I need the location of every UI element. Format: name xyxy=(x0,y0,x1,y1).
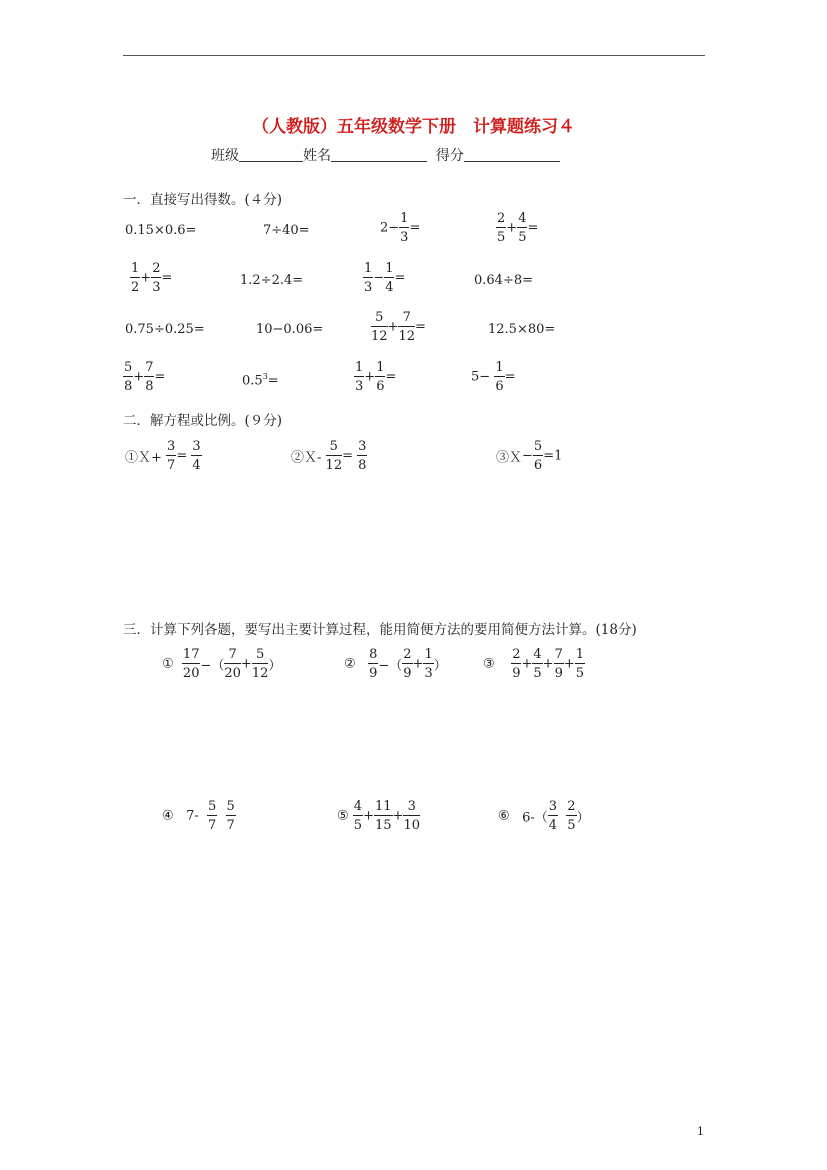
numerator: 3 xyxy=(548,799,558,814)
numerator: 5 xyxy=(252,648,269,664)
expr-text: + xyxy=(364,369,376,385)
score-label: 得分 xyxy=(435,148,464,164)
denominator: 5 xyxy=(575,666,585,681)
fraction xyxy=(182,648,201,680)
fraction xyxy=(326,440,343,472)
expr-text: 5− xyxy=(471,369,491,385)
fraction xyxy=(496,212,506,244)
fraction xyxy=(511,648,521,680)
expr-text: = xyxy=(342,448,353,464)
expr-text: = xyxy=(527,220,539,236)
numerator: 2 xyxy=(152,261,161,276)
denominator: 5 xyxy=(497,230,506,245)
denominator: 5 xyxy=(353,818,363,833)
problem-1c xyxy=(380,212,420,244)
fraction xyxy=(554,648,564,680)
fraction xyxy=(398,311,415,343)
denominator: 2 xyxy=(131,280,140,295)
class-blank[interactable] xyxy=(239,147,303,162)
expr-text: + xyxy=(412,656,424,672)
numerator: 2 xyxy=(567,799,576,814)
expr-text: − xyxy=(522,448,533,464)
expr-text: + xyxy=(387,319,399,335)
fraction xyxy=(548,800,558,832)
numerator: 5 xyxy=(371,311,388,327)
expr-text: −（ xyxy=(200,658,225,674)
fraction xyxy=(402,648,412,680)
fraction xyxy=(368,648,378,680)
expr-text: 0.5 xyxy=(242,373,263,389)
numerator: 1 xyxy=(355,360,364,375)
expr-text: + xyxy=(542,656,554,672)
denominator: 9 xyxy=(554,666,563,681)
problem-1o xyxy=(354,361,396,393)
expr-text: ③Ｘ xyxy=(496,450,523,466)
equation-2 xyxy=(291,440,367,472)
fraction xyxy=(353,800,363,832)
fraction xyxy=(226,800,236,832)
fraction xyxy=(357,440,367,472)
denominator: 3 xyxy=(355,379,364,394)
expr-text: −（ xyxy=(378,658,403,674)
expr-text: + xyxy=(133,369,145,385)
denominator: 3 xyxy=(424,666,433,681)
fraction xyxy=(399,212,409,244)
numerator: 17 xyxy=(182,647,200,662)
expr-text: ② xyxy=(344,656,356,672)
fraction xyxy=(224,648,241,680)
section1-title: 一．直接写出得数。(４分) xyxy=(123,192,283,208)
numerator: 3 xyxy=(192,439,201,454)
numerator: 4 xyxy=(518,211,527,226)
section3-title: 三．计算下列各题，要写出主要计算过程，能用简便方法的要用简便方法计算。(18分) xyxy=(123,622,637,638)
numerator: 4 xyxy=(353,799,363,814)
score-blank[interactable] xyxy=(464,147,560,162)
denominator: 8 xyxy=(358,458,367,473)
header-rule xyxy=(123,55,705,56)
equation-1 xyxy=(125,440,202,472)
fraction xyxy=(144,361,154,393)
fraction xyxy=(151,262,161,294)
fraction xyxy=(166,440,176,472)
fraction xyxy=(191,440,201,472)
expr-text: + xyxy=(521,656,533,672)
calc-6 xyxy=(498,800,590,832)
fraction xyxy=(533,440,543,472)
numerator: 5 xyxy=(124,360,133,375)
denominator: 15 xyxy=(374,818,392,833)
numerator: 1 xyxy=(400,211,409,226)
fraction xyxy=(374,800,393,832)
fraction xyxy=(566,800,576,832)
denominator: 4 xyxy=(192,458,201,473)
expr-text: ⑥ xyxy=(498,808,510,824)
page-title: （人教版）五年级数学下册 计算题练习４ xyxy=(252,117,575,137)
numerator: 5 xyxy=(226,799,235,814)
name-blank[interactable] xyxy=(331,147,427,162)
numerator: 7 xyxy=(145,360,154,375)
expr-text: − xyxy=(373,270,385,286)
expr-text: = xyxy=(154,369,166,385)
problem-1d xyxy=(496,212,538,244)
problem-1a: 0.15×0.6= xyxy=(125,223,197,238)
denominator: 9 xyxy=(403,666,412,681)
denominator: 6 xyxy=(376,379,385,394)
fraction xyxy=(532,648,542,680)
problem-1p xyxy=(471,361,516,393)
fraction xyxy=(252,648,269,680)
fraction xyxy=(403,800,420,832)
expr-text: = xyxy=(409,220,421,236)
fraction xyxy=(371,311,388,343)
denominator: 4 xyxy=(548,818,558,833)
numerator: 3 xyxy=(167,439,176,454)
numerator: 8 xyxy=(369,647,378,662)
fraction xyxy=(375,361,385,393)
numerator: 4 xyxy=(533,647,542,662)
expr-text: + xyxy=(363,808,374,824)
expr-text: ③ xyxy=(483,656,495,672)
calc-3 xyxy=(483,648,585,680)
denominator: 12 xyxy=(325,458,343,473)
expr-text: = xyxy=(161,270,173,286)
page-number: 1 xyxy=(697,1125,704,1138)
fraction xyxy=(363,262,373,294)
calc-1 xyxy=(162,648,281,680)
fraction xyxy=(123,361,133,393)
problem-1j: 10−0.06= xyxy=(256,322,324,337)
numerator: 3 xyxy=(358,439,367,454)
expr-text: =1 xyxy=(543,448,563,464)
denominator: 12 xyxy=(251,666,269,681)
problem-1l: 12.5×80= xyxy=(488,322,556,337)
expr-text: ④ xyxy=(162,808,174,824)
expr-text: ②Ｘ- xyxy=(291,450,322,466)
numerator: 1 xyxy=(364,261,373,276)
numerator: 1 xyxy=(385,261,394,276)
denominator: 7 xyxy=(167,458,176,473)
numerator: 2 xyxy=(497,211,506,226)
section2-title: 二．解方程或比例。(９分) xyxy=(123,413,283,429)
denominator: 3 xyxy=(152,280,161,295)
numerator: 7 xyxy=(398,311,415,327)
fraction xyxy=(207,800,217,832)
expr-text: = xyxy=(415,319,426,335)
denominator: 7 xyxy=(208,818,217,833)
expr-text: = xyxy=(504,369,516,385)
problem-1n xyxy=(242,372,279,388)
numerator: 3 xyxy=(403,800,420,816)
expr-text: ⑤ xyxy=(337,808,349,824)
problem-1b: 7÷40= xyxy=(263,223,310,238)
expr-text: + xyxy=(392,808,404,824)
denominator: 6 xyxy=(533,458,543,473)
denominator: 12 xyxy=(398,329,415,344)
expr-text: ①Ｘ+ xyxy=(125,450,162,466)
problem-1h: 0.64÷8= xyxy=(474,273,534,288)
denominator: 5 xyxy=(533,666,542,681)
numerator: 1 xyxy=(424,647,433,662)
expr-text: + xyxy=(140,270,152,286)
expr-text: + xyxy=(506,220,518,236)
name-label: 姓名 xyxy=(303,148,331,164)
calc-4 xyxy=(162,800,236,832)
fraction xyxy=(494,361,504,393)
denominator: 4 xyxy=(385,280,394,295)
denominator: 10 xyxy=(403,818,420,833)
numerator: 5 xyxy=(326,440,343,456)
expr-text: 6-（ xyxy=(522,810,548,826)
expr-text: = xyxy=(267,373,279,389)
expr-text: = xyxy=(176,448,188,464)
student-info xyxy=(211,145,560,165)
expr-text: + xyxy=(240,656,252,672)
fraction xyxy=(354,361,364,393)
numerator: 1 xyxy=(131,261,140,276)
denominator: 20 xyxy=(224,666,241,681)
numerator: 2 xyxy=(512,647,521,662)
denominator: 3 xyxy=(400,230,409,245)
numerator: 11 xyxy=(374,799,392,814)
numerator: 2 xyxy=(403,647,412,662)
denominator: 6 xyxy=(495,379,504,394)
numerator: 1 xyxy=(495,360,504,375)
denominator: 12 xyxy=(371,329,388,344)
denominator: 9 xyxy=(512,666,521,681)
numerator: 5 xyxy=(533,439,543,454)
denominator: 8 xyxy=(124,379,133,394)
fraction xyxy=(575,648,585,680)
denominator: 8 xyxy=(145,379,154,394)
fraction xyxy=(384,262,394,294)
problem-1e xyxy=(130,262,172,294)
problem-1g xyxy=(363,262,405,294)
expr-text: ） xyxy=(433,658,447,674)
problem-1f: 1.2÷2.4= xyxy=(240,273,304,288)
numerator: 7 xyxy=(224,648,241,664)
denominator: 20 xyxy=(182,666,200,681)
expr-text: 7- xyxy=(186,808,199,824)
expr-text: 2− xyxy=(380,220,400,236)
expr-text: = xyxy=(394,270,406,286)
denominator: 9 xyxy=(369,666,378,681)
expr-text: ） xyxy=(268,658,282,674)
denominator: 7 xyxy=(226,818,235,833)
expr-text: ） xyxy=(576,810,590,826)
fraction xyxy=(423,648,433,680)
denominator: 5 xyxy=(518,230,527,245)
denominator: 3 xyxy=(364,280,373,295)
numerator: 1 xyxy=(376,360,385,375)
problem-1i: 0.75÷0.25= xyxy=(125,322,205,337)
exponent: 3 xyxy=(262,372,268,381)
calc-5 xyxy=(337,800,420,832)
expr-text: + xyxy=(563,656,575,672)
expr-text: ① xyxy=(162,656,174,672)
numerator: 7 xyxy=(554,647,563,662)
problem-1m xyxy=(123,361,165,393)
problem-1k xyxy=(371,311,426,343)
denominator: 5 xyxy=(567,818,576,833)
expr-text: = xyxy=(385,369,397,385)
fraction xyxy=(517,212,527,244)
calc-2 xyxy=(344,648,447,680)
fraction xyxy=(130,262,140,294)
class-label: 班级 xyxy=(211,148,239,164)
equation-3 xyxy=(496,440,562,472)
numerator: 1 xyxy=(575,647,585,662)
numerator: 5 xyxy=(208,799,217,814)
